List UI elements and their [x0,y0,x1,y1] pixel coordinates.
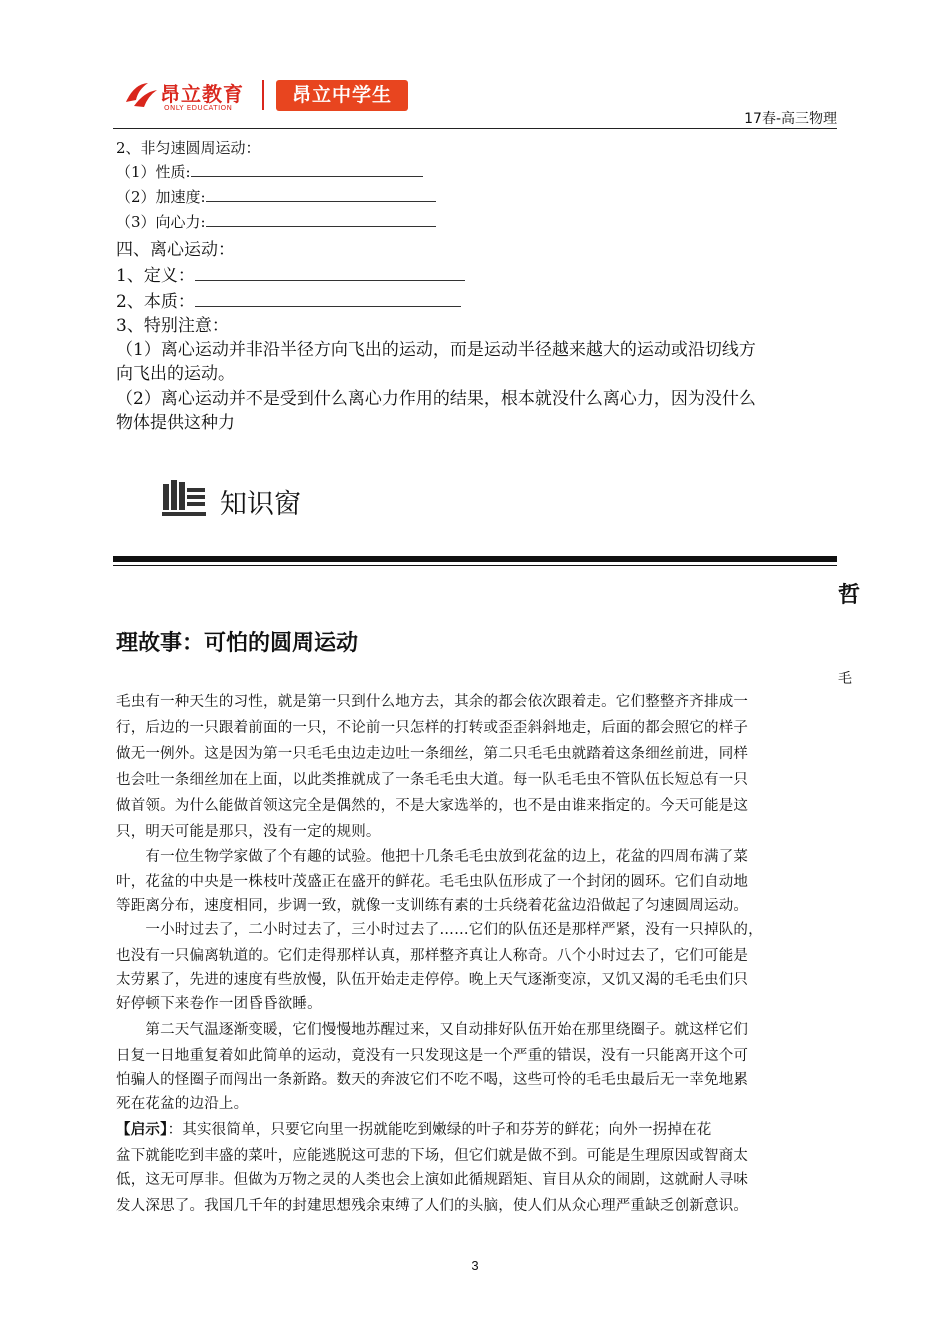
story-line: 第二天气温逐渐变暖，它们慢慢地苏醒过来，又自动排好队伍开始在那里绕圈子。就这样它们 [116,1022,749,1038]
note2-line2: 物体提供这种力 [116,413,235,433]
section4-essence [116,287,461,312]
header-divider [113,128,837,129]
section2-item-acceleration [116,186,436,207]
story-line: 也没有一只偏离轨道的。它们走得那样认真，那样整齐真让人称奇。八个小时过去了，它们可能是 [116,948,749,964]
story-title-first-char: 哲 [838,583,861,608]
insight-line: 发人深思了。我国几千年的封建思想残余束缚了人们的头脑，使人们从众心理严重缺乏创新意识。 [116,1198,749,1214]
section2-heading: 2、非匀速圆周运动： [116,139,261,157]
story-line: 日复一日地重复着如此简单的运动，竟没有一只发现这是一个严重的错误，没有一只能离开这个可 [116,1048,749,1064]
story-line: 一小时过去了，二小时过去了，三小时过去了……它们的队伍还是那样严紧，没有一只掉队的， [116,922,763,938]
insight-line: 盆下就能吃到丰盛的菜叶，应能逃脱这可悲的下场，但它们就是做不到。可能是生理原因或智商太 [116,1148,749,1164]
page-number: 3 [471,1258,479,1273]
section2-item-centripetal [116,211,436,232]
answer-blank [206,212,436,227]
section-rule-thick [113,556,837,562]
answer-blank [206,187,436,202]
story-line: 有一位生物学家做了个有趣的试验。他把十几条毛毛虫放到花盆的边上，花盆的四周布满了菜 [116,849,749,865]
story-line: 行，后边的一只跟着前面的一只，不论前一只怎样的打转或歪歪斜斜地走，后面的都会照它的样子 [116,720,749,736]
answer-blank [195,266,465,281]
story-line: 死在花盆的边沿上。 [116,1096,249,1112]
section2-item-label: （2）加速度: [116,188,206,206]
brand-name: 昂立教育 [160,82,244,106]
essence-label: 2、本质： [116,292,195,312]
section2-item-label: （1）性质: [116,163,191,181]
section4-heading: 四、离心运动： [116,240,235,260]
books-icon [160,478,208,518]
story-line: 等距离分布，速度相同，步调一致，就像一支训练有素的士兵绕着花盆边沿做起了匀速圆周运动。 [116,898,749,914]
story-line: 叶，花盆的中央是一株枝叶茂盛正在盛开的鲜花。毛毛虫队伍形成了一个封闭的圆环。它们自动地 [116,874,749,890]
definition-label: 1、定义： [116,266,195,286]
story-line: 毛虫有一种天生的习性，就是第一只到什么地方去，其余的都会依次跟着走。它们整整齐齐排成一 [116,694,749,710]
course-label: 17春-高三物理 [744,111,837,127]
section2-item-nature [116,161,423,182]
story-line: 只，明天可能是那只，没有一定的规则。 [116,824,381,840]
story-line: 好停顿下来卷作一团昏昏欲睡。 [116,996,322,1012]
note1-line2: 向飞出的运动。 [116,364,235,384]
story-line: 做无一例外。这是因为第一只毛毛虫边走边吐一条细丝，第二只毛毛虫就踏着这条细丝前进，同样 [116,746,749,762]
story-lead-char: 毛 [838,671,852,687]
brand-subtitle: ONLY EDUCATION [164,104,233,112]
insight-line: 低，这无可厚非。但做为万物之灵的人类也会上演如此循规蹈矩、盲目从众的闹剧，这就耐人寻味 [116,1172,749,1188]
story-line: 也会吐一条细丝加在上面，以此类推就成了一条毛毛虫大道。每一队毛毛虫不管队伍长短总有一只 [116,772,749,788]
story-line: 太劳累了，先进的速度有些放慢，队伍开始走走停停。晚上天气逐渐变凉，又饥又渴的毛毛虫们只 [116,972,749,988]
knowledge-window-title: 知识窗 [220,489,301,520]
story-line: 怕骗人的怪圈子而闯出一条新路。数天的奔波它们不吃不喝，这些可怜的毛毛虫最后无一幸免地累 [116,1072,749,1088]
answer-blank [191,162,423,177]
brand-divider [262,80,264,110]
section4-definition [116,261,465,286]
insight-line-first [116,1118,711,1139]
section2-item-label: （3）向心力: [116,213,206,231]
insight-text: ：其实很简单，只要它向里一拐就能吃到嫩绿的叶子和芬芳的鲜花；向外一拐掉在花 [167,1122,712,1138]
note2-line1: （2）离心运动并不是受到什么离心力作用的结果，根本就没什么离心力，因为没什么 [116,389,756,409]
section4-notes-heading: 3、特别注意： [116,316,229,336]
story-line: 做首领。为什么能做首领这完全是偶然的，不是大家选举的，也不是由谁来指定的。今天可能是这 [116,798,749,814]
answer-blank [195,292,461,307]
brand-badge: 昂立中学生 [276,80,408,111]
brand-logo-icon [124,80,158,110]
insight-label: 【启示】 [116,1121,168,1138]
note1-line1: （1）离心运动并非沿半径方向飞出的运动，而是运动半径越来越大的运动或沿切线方 [116,340,756,360]
story-title: 理故事：可怕的圆周运动 [116,631,359,656]
section-rule-thin [113,565,837,566]
